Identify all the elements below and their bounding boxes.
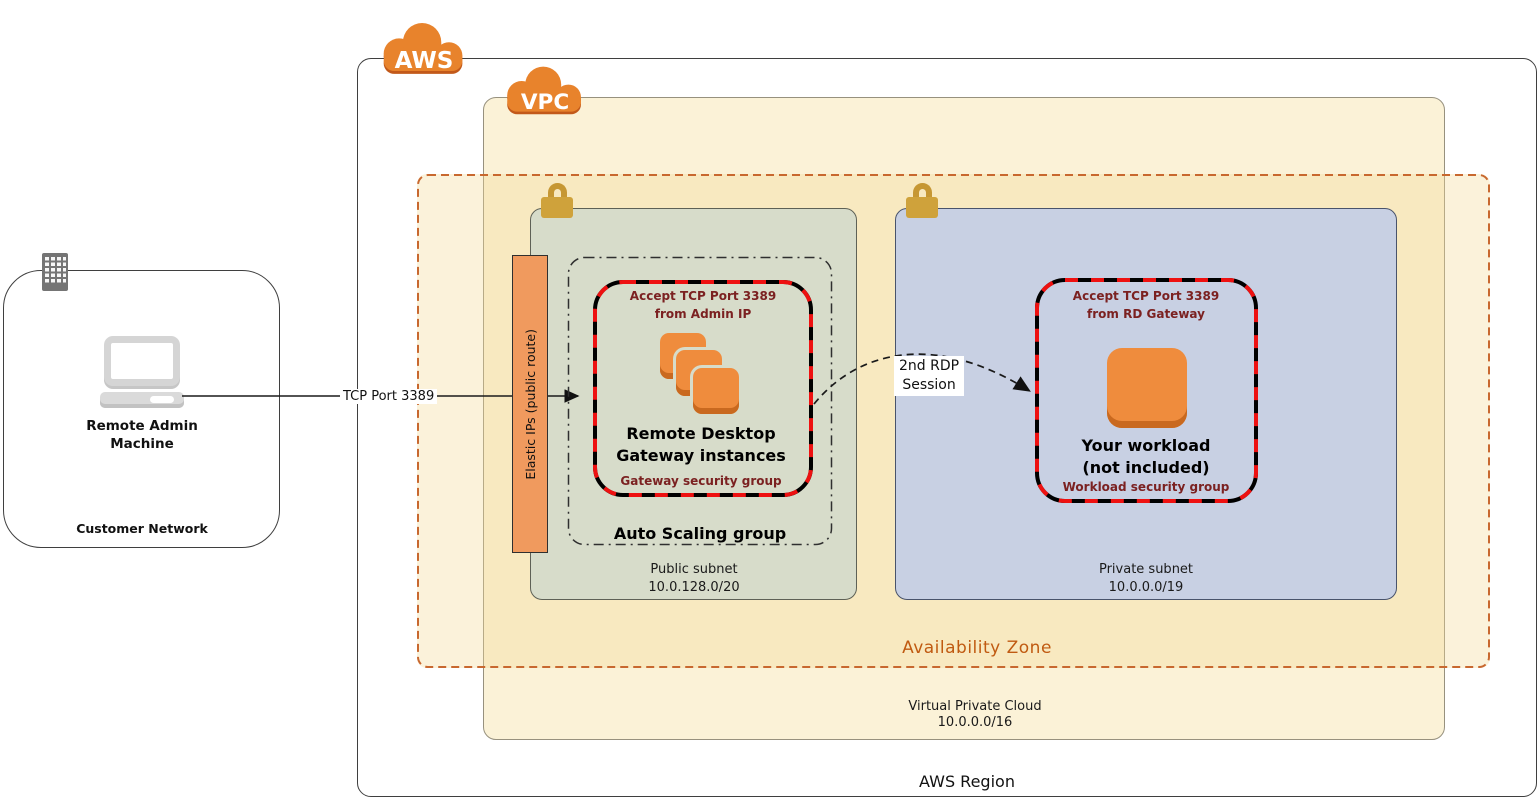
rd-gateway-instances-label-line1: Remote Desktop [626,424,776,443]
workload-security-group-label: Workload security group [1062,480,1230,494]
gateway-sg-accept-line1: Accept TCP Port 3389 [629,289,777,303]
workload-instance-icon [1107,348,1187,428]
lock-icon [541,183,573,218]
rdp-session-label [894,356,964,396]
aws-cloud-label: AWS [394,48,454,75]
availability-zone-label: Availability Zone [902,638,1052,658]
tcp-port-label: TCP Port 3389 [340,389,437,404]
vpc-label-line2: 10.0.0.0/16 [937,715,1013,730]
gateway-sg-accept-line2: from Admin IP [654,307,752,321]
customer-network-label: Customer Network [76,521,208,536]
elastic-ip-bar [512,255,548,553]
aws-region-label: AWS Region [919,772,1015,791]
remote-admin-machine-label-line2: Machine [110,436,174,452]
customer-network-box [3,270,280,548]
vpc-label-line1: Virtual Private Cloud [908,699,1042,714]
gateway-security-group-label: Gateway security group [620,474,782,488]
remote-admin-machine-label-line1: Remote Admin [86,418,198,434]
lock-icon [906,183,938,218]
workload-sg-accept-line1: Accept TCP Port 3389 [1072,289,1220,303]
vpc-cloud-label: VPC [520,89,570,115]
vpc-cloud-icon [500,59,590,121]
your-workload-label-line2: (not included) [1082,458,1210,477]
public-subnet-label-line1: Public subnet [650,562,738,577]
elastic-ip-bar-label: Elastic IPs (public route) [522,328,538,480]
auto-scaling-group-label: Auto Scaling group [613,524,787,543]
building-icon [42,253,68,291]
your-workload-label-line1: Your workload [1081,436,1211,455]
workload-sg-accept-line2: from RD Gateway [1087,307,1205,321]
rdp-session-label-line2: Session [902,377,956,393]
private-subnet-label-line1: Private subnet [1098,562,1194,577]
rd-gateway-instances-label-line2: Gateway instances [616,446,786,465]
aws-cloud-icon [376,15,472,81]
private-subnet-label-line2: 10.0.0.0/19 [1108,580,1184,595]
rdp-session-label-line1: 2nd RDP [899,358,960,374]
public-subnet-label-line2: 10.0.128.0/20 [648,580,740,595]
